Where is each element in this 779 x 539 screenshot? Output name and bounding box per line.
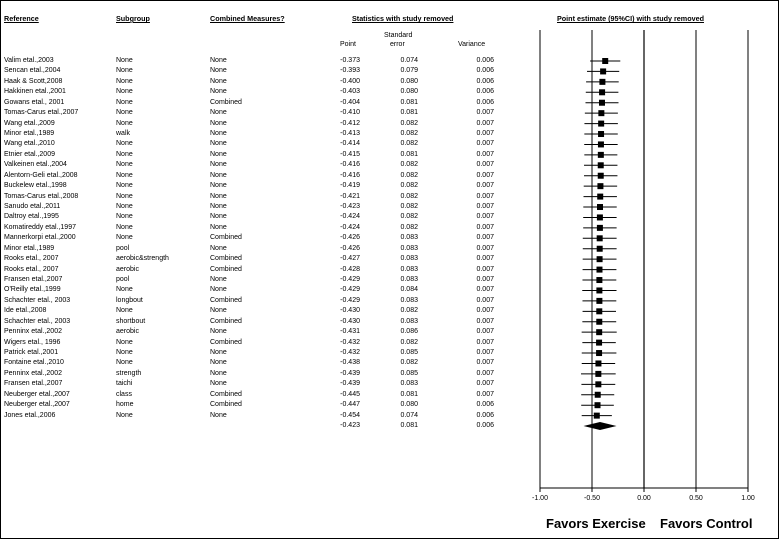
row-subgroup: None	[116, 77, 133, 85]
row-variance: 0.006	[476, 88, 494, 96]
row-combined: Combined	[210, 296, 242, 304]
row-se: 0.079	[400, 67, 418, 75]
row-subgroup: None	[116, 150, 133, 158]
row-subgroup: None	[116, 223, 133, 231]
row-variance: 0.007	[476, 328, 494, 336]
point-estimate-marker	[595, 381, 601, 387]
row-se: 0.083	[400, 265, 418, 273]
row-variance: 0.007	[476, 192, 494, 200]
row-combined: None	[210, 307, 227, 315]
row-variance: 0.007	[476, 359, 494, 367]
point-estimate-marker	[596, 340, 602, 346]
point-estimate-marker	[595, 360, 601, 366]
row-variance: 0.007	[476, 380, 494, 388]
row-subgroup: None	[116, 286, 133, 294]
row-subgroup: None	[116, 109, 133, 117]
row-se: 0.082	[400, 223, 418, 231]
header-stats: Statistics with study removed	[352, 14, 454, 23]
row-reference: Patrick etal.,2001	[4, 349, 59, 357]
row-point: -0.429	[340, 296, 360, 304]
row-combined: None	[210, 67, 227, 75]
subheader-se-1: Standard	[384, 32, 413, 39]
row-variance: 0.006	[476, 67, 494, 75]
row-combined: None	[210, 203, 227, 211]
row-subgroup: strength	[116, 369, 142, 377]
row-combined: None	[210, 192, 227, 200]
point-estimate-marker	[598, 152, 604, 158]
header-reference: Reference	[4, 14, 39, 23]
row-subgroup: None	[116, 349, 133, 357]
point-estimate-marker	[597, 214, 603, 220]
summary-var: 0.006	[476, 422, 494, 430]
row-subgroup: None	[116, 213, 133, 221]
header-subgroup: Subgroup	[116, 14, 150, 23]
row-variance: 0.006	[476, 401, 494, 409]
row-variance: 0.007	[476, 203, 494, 211]
row-subgroup: longbout	[116, 296, 143, 304]
row-point: -0.427	[340, 255, 360, 263]
point-estimate-marker	[597, 256, 603, 262]
row-variance: 0.007	[476, 286, 494, 294]
row-variance: 0.007	[476, 140, 494, 148]
row-reference: Sanudo etal.,2011	[4, 203, 61, 211]
row-se: 0.082	[400, 182, 418, 190]
point-estimate-marker	[598, 121, 604, 127]
row-combined: None	[210, 161, 227, 169]
row-reference: Schachter etal., 2003	[4, 296, 71, 304]
row-point: -0.445	[340, 390, 360, 398]
point-estimate-marker	[596, 287, 602, 293]
row-subgroup: aerobic	[116, 265, 139, 273]
point-estimate-marker	[595, 402, 601, 408]
row-reference: Tomas-Carus etal.,2007	[4, 109, 79, 117]
row-se: 0.080	[400, 77, 418, 85]
row-reference: Wang etal.,2009	[4, 119, 55, 127]
row-subgroup: None	[116, 411, 133, 419]
point-estimate-marker	[597, 225, 603, 231]
row-se: 0.082	[400, 171, 418, 179]
row-reference: Sencan etal.,2004	[4, 67, 61, 75]
row-se: 0.081	[400, 98, 418, 106]
row-point: -0.421	[340, 192, 360, 200]
row-se: 0.081	[400, 150, 418, 158]
row-subgroup: None	[116, 192, 133, 200]
row-se: 0.080	[400, 401, 418, 409]
row-combined: None	[210, 359, 227, 367]
row-se: 0.082	[400, 140, 418, 148]
row-reference: Valim etal.,2003	[4, 57, 54, 64]
row-subgroup: shortbout	[116, 317, 146, 325]
row-combined: None	[210, 140, 227, 148]
row-point: -0.432	[340, 349, 360, 357]
point-estimate-marker	[596, 329, 602, 335]
row-variance: 0.007	[476, 161, 494, 169]
row-variance: 0.007	[476, 317, 494, 325]
favors-control-label: Favors Control	[660, 516, 753, 531]
row-reference: Jones etal.,2006	[4, 411, 56, 419]
row-variance: 0.006	[476, 57, 494, 64]
row-se: 0.082	[400, 161, 418, 169]
row-point: -0.429	[340, 276, 360, 284]
row-reference: Tomas-Carus etal.,2008	[4, 192, 79, 200]
row-reference: Hakkinen etal.,2001	[4, 88, 66, 96]
row-variance: 0.007	[476, 390, 494, 398]
row-reference: Valkeinen etal.,2004	[4, 161, 67, 169]
point-estimate-marker	[595, 392, 601, 398]
point-estimate-marker	[596, 298, 602, 304]
row-subgroup: None	[116, 338, 133, 346]
row-se: 0.082	[400, 359, 418, 367]
row-variance: 0.007	[476, 234, 494, 242]
point-estimate-marker	[598, 131, 604, 137]
row-subgroup: home	[116, 401, 134, 409]
point-estimate-marker	[599, 100, 605, 106]
row-combined: None	[210, 88, 227, 96]
row-combined: None	[210, 223, 227, 231]
row-reference: Fontaine etal.,2010	[4, 359, 64, 367]
row-combined: None	[210, 150, 227, 158]
row-reference: Neuberger etal.,2007	[4, 401, 70, 409]
row-subgroup: aerobic	[116, 328, 139, 336]
row-combined: None	[210, 77, 227, 85]
row-point: -0.439	[340, 369, 360, 377]
row-point: -0.424	[340, 223, 360, 231]
row-point: -0.431	[340, 328, 360, 336]
row-point: -0.403	[340, 88, 360, 96]
row-point: -0.428	[340, 265, 360, 273]
point-estimate-marker	[599, 89, 605, 95]
row-combined: None	[210, 182, 227, 190]
row-subgroup: None	[116, 98, 133, 106]
row-subgroup: None	[116, 307, 133, 315]
row-variance: 0.007	[476, 349, 494, 357]
row-se: 0.083	[400, 234, 418, 242]
row-combined: Combined	[210, 317, 242, 325]
row-reference: Mannerkorpi etal.,2000	[4, 234, 76, 242]
row-combined: None	[210, 369, 227, 377]
row-combined: None	[210, 244, 227, 252]
row-combined: None	[210, 328, 227, 336]
row-reference: Minor etal.,1989	[4, 130, 55, 137]
row-variance: 0.007	[476, 171, 494, 179]
row-se: 0.083	[400, 296, 418, 304]
row-reference: Haak & Scott,2008	[4, 77, 63, 85]
header-combined: Combined Measures?	[210, 14, 285, 23]
row-combined: None	[210, 380, 227, 388]
row-combined: None	[210, 276, 227, 284]
row-variance: 0.007	[476, 307, 494, 315]
row-point: -0.373	[340, 57, 360, 64]
point-estimate-marker	[598, 110, 604, 116]
row-combined: Combined	[210, 98, 242, 106]
row-subgroup: None	[116, 182, 133, 190]
row-reference: Gowans etal., 2001	[4, 98, 65, 106]
row-point: -0.430	[340, 307, 360, 315]
row-reference: Etnier etal.,2009	[4, 150, 55, 158]
row-point: -0.432	[340, 338, 360, 346]
row-se: 0.082	[400, 213, 418, 221]
x-tick-label: 0.00	[637, 495, 651, 502]
row-combined: None	[210, 171, 227, 179]
row-se: 0.085	[400, 349, 418, 357]
x-tick-label: 1.00	[741, 495, 755, 502]
row-reference: Fransen etal.,2007	[4, 276, 63, 284]
row-point: -0.414	[340, 140, 360, 148]
row-variance: 0.007	[476, 244, 494, 252]
row-subgroup: None	[116, 171, 133, 179]
row-combined: None	[210, 286, 227, 294]
row-se: 0.081	[400, 109, 418, 117]
row-subgroup: None	[116, 140, 133, 148]
summary-point: -0.423	[340, 422, 360, 430]
point-estimate-marker	[597, 235, 603, 241]
row-point: -0.413	[340, 130, 360, 137]
row-subgroup: None	[116, 234, 133, 242]
row-point: -0.426	[340, 234, 360, 242]
subheader-point: Point	[340, 41, 356, 48]
row-combined: Combined	[210, 234, 242, 242]
row-variance: 0.007	[476, 338, 494, 346]
row-se: 0.080	[400, 88, 418, 96]
row-reference: Fransen etal.,2007	[4, 380, 63, 388]
row-variance: 0.007	[476, 182, 494, 190]
row-se: 0.082	[400, 307, 418, 315]
point-estimate-marker	[597, 246, 603, 252]
row-se: 0.074	[400, 57, 418, 64]
row-variance: 0.007	[476, 369, 494, 377]
row-reference: Alentorn-Geli etal.,2008	[4, 171, 78, 179]
row-variance: 0.007	[476, 130, 494, 137]
row-se: 0.083	[400, 276, 418, 284]
row-subgroup: None	[116, 57, 133, 64]
row-point: -0.404	[340, 98, 360, 106]
row-variance: 0.006	[476, 98, 494, 106]
summary-diamond	[583, 422, 616, 430]
row-point: -0.412	[340, 119, 360, 127]
point-estimate-marker	[594, 413, 600, 419]
row-reference: Wigers etal., 1996	[4, 338, 61, 346]
row-variance: 0.007	[476, 265, 494, 273]
row-subgroup: walk	[116, 130, 131, 137]
row-variance: 0.006	[476, 411, 494, 419]
row-subgroup: taichi	[116, 380, 133, 388]
row-se: 0.083	[400, 380, 418, 388]
row-point: -0.423	[340, 203, 360, 211]
point-estimate-marker	[596, 308, 602, 314]
row-point: -0.454	[340, 411, 360, 419]
row-point: -0.410	[340, 109, 360, 117]
row-point: -0.415	[340, 150, 360, 158]
row-combined: Combined	[210, 338, 242, 346]
row-variance: 0.006	[476, 77, 494, 85]
point-estimate-marker	[596, 350, 602, 356]
point-estimate-marker	[597, 194, 603, 200]
favors-exercise-label: Favors Exercise	[546, 516, 646, 531]
row-se: 0.083	[400, 317, 418, 325]
row-combined: Combined	[210, 265, 242, 273]
row-variance: 0.007	[476, 150, 494, 158]
row-reference: Ide etal.,2008	[4, 307, 47, 315]
row-reference: Rooks etal., 2007	[4, 265, 59, 273]
row-se: 0.082	[400, 338, 418, 346]
row-combined: None	[210, 130, 227, 137]
row-subgroup: pool	[116, 276, 130, 284]
row-point: -0.416	[340, 171, 360, 179]
point-estimate-marker	[602, 58, 608, 64]
row-subgroup: None	[116, 203, 133, 211]
point-estimate-marker	[598, 173, 604, 179]
row-reference: Daltroy etal.,1995	[4, 213, 59, 221]
row-reference: Minor etal.,1989	[4, 244, 55, 252]
row-reference: Penninx etal.,2002	[4, 328, 62, 336]
row-point: -0.447	[340, 401, 360, 409]
subheader-variance: Variance	[458, 41, 486, 48]
row-point: -0.393	[340, 67, 360, 75]
row-point: -0.419	[340, 182, 360, 190]
row-reference: Buckelew etal.,1998	[4, 182, 67, 190]
row-combined: None	[210, 109, 227, 117]
point-estimate-marker	[596, 267, 602, 273]
row-reference: Penninx etal.,2002	[4, 369, 62, 377]
row-reference: Wang etal.,2010	[4, 140, 55, 148]
row-reference: O'Reilly etal.,1999	[4, 286, 61, 294]
row-subgroup: pool	[116, 244, 130, 252]
point-estimate-marker	[598, 162, 604, 168]
row-point: -0.438	[340, 359, 360, 367]
row-se: 0.082	[400, 119, 418, 127]
row-subgroup: None	[116, 119, 133, 127]
row-subgroup: None	[116, 67, 133, 75]
x-tick-label: -0.50	[584, 495, 600, 502]
point-estimate-marker	[597, 204, 603, 210]
x-tick-label: -1.00	[532, 495, 548, 502]
row-se: 0.074	[400, 411, 418, 419]
row-reference: Komatireddy etal.,1997	[4, 223, 76, 231]
point-estimate-marker	[600, 68, 606, 74]
row-point: -0.416	[340, 161, 360, 169]
row-reference: Rooks etal., 2007	[4, 255, 59, 263]
row-combined: Combined	[210, 401, 242, 409]
row-reference: Neuberger etal.,2007	[4, 390, 70, 398]
row-se: 0.082	[400, 130, 418, 137]
row-point: -0.424	[340, 213, 360, 221]
row-point: -0.430	[340, 317, 360, 325]
point-estimate-marker	[599, 79, 605, 85]
row-subgroup: None	[116, 88, 133, 96]
point-estimate-marker	[596, 277, 602, 283]
row-combined: None	[210, 411, 227, 419]
row-se: 0.081	[400, 390, 418, 398]
row-variance: 0.007	[476, 296, 494, 304]
row-subgroup: aerobic&strength	[116, 255, 169, 263]
row-combined: None	[210, 57, 227, 64]
row-point: -0.439	[340, 380, 360, 388]
point-estimate-marker	[595, 371, 601, 377]
row-se: 0.086	[400, 328, 418, 336]
row-variance: 0.007	[476, 223, 494, 231]
row-point: -0.426	[340, 244, 360, 252]
point-estimate-marker	[596, 319, 602, 325]
row-point: -0.400	[340, 77, 360, 85]
row-combined: Combined	[210, 390, 242, 398]
row-se: 0.082	[400, 192, 418, 200]
row-se: 0.083	[400, 244, 418, 252]
x-tick-label: 0.50	[689, 495, 703, 502]
row-variance: 0.007	[476, 109, 494, 117]
row-se: 0.084	[400, 286, 418, 294]
row-se: 0.083	[400, 255, 418, 263]
row-se: 0.082	[400, 203, 418, 211]
point-estimate-marker	[598, 141, 604, 147]
row-combined: None	[210, 213, 227, 221]
row-combined: None	[210, 119, 227, 127]
row-variance: 0.007	[476, 255, 494, 263]
row-combined: Combined	[210, 255, 242, 263]
row-variance: 0.007	[476, 276, 494, 284]
summary-se: 0.081	[400, 422, 418, 430]
row-subgroup: None	[116, 359, 133, 367]
row-se: 0.085	[400, 369, 418, 377]
row-variance: 0.007	[476, 213, 494, 221]
subheader-se-2: error	[390, 41, 405, 48]
row-point: -0.429	[340, 286, 360, 294]
row-subgroup: class	[116, 390, 132, 398]
row-subgroup: None	[116, 161, 133, 169]
row-variance: 0.007	[476, 119, 494, 127]
header-point-estimate: Point estimate (95%CI) with study removed	[557, 14, 704, 23]
row-combined: None	[210, 349, 227, 357]
point-estimate-marker	[597, 183, 603, 189]
row-reference: Schachter etal., 2003	[4, 317, 71, 325]
